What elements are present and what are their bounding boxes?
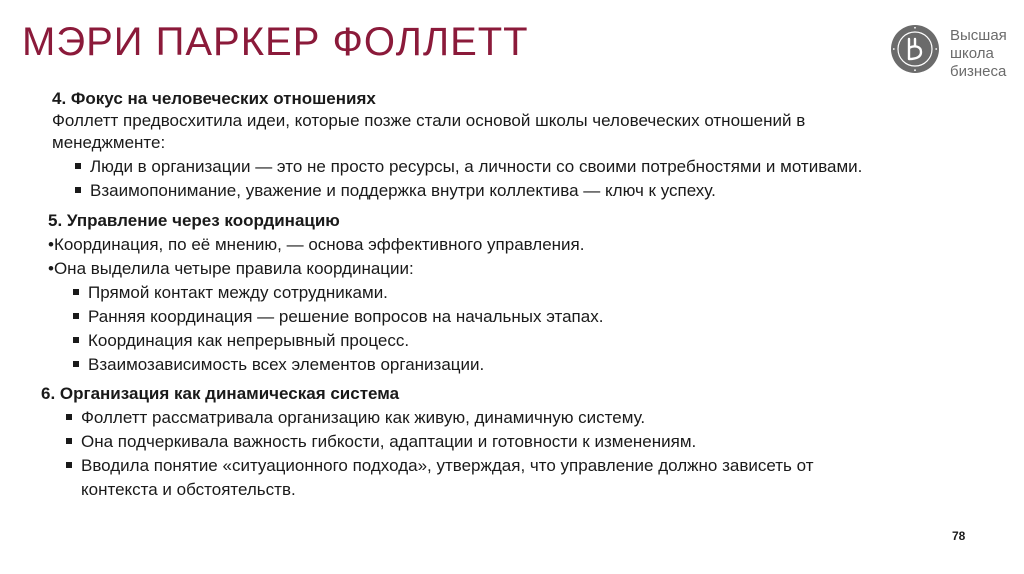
bullet-square-icon [73, 313, 79, 319]
bullet-text: Вводила понятие «ситуационного подхода», утверждая, что управление должно зависеть от [81, 456, 814, 475]
logo-text-line-2: школа [950, 45, 994, 62]
section-6-bullet [66, 430, 696, 454]
bullet-square-icon [73, 361, 79, 367]
section-6-heading: 6. Организация как динамическая система [41, 384, 400, 403]
bullet-text: Фоллетт рассматривала организацию как живую, динамичную систему. [81, 408, 646, 427]
hse-logo-icon [890, 24, 940, 74]
section-6-bullet [66, 406, 645, 430]
logo-text-line-3: бизнеса [950, 63, 1007, 80]
section-5-dot-item: •Координация, по её мнению, — основа эффективного управления. [48, 235, 585, 254]
section-4-bullet [75, 179, 716, 203]
section-5-bullet [73, 281, 388, 305]
bullet-square-icon [66, 462, 72, 468]
bullet-text: Прямой контакт между сотрудниками. [88, 283, 388, 302]
bullet-text: Координация как непрерывный процесс. [88, 331, 410, 350]
section-5-dot-item: •Она выделила четыре правила координации: [48, 259, 414, 278]
logo-text [950, 27, 1007, 81]
section-6-bullet-cont: контекста и обстоятельств. [81, 480, 296, 499]
section-4-intro: Фоллетт предвосхитила идеи, которые позже стали основой школы человеческих отношений в [52, 111, 806, 130]
section-4-intro-cont: менеджменте: [52, 133, 166, 152]
bullet-square-icon [75, 187, 81, 193]
logo-text-line-1: Высшая [950, 27, 1007, 44]
section-6-bullet [66, 454, 814, 478]
section-4-heading: 4. Фокус на человеческих отношениях [52, 89, 376, 108]
bullet-square-icon [73, 337, 79, 343]
section-5-heading: 5. Управление через координацию [48, 211, 340, 230]
section-5-bullet [73, 353, 484, 377]
slide-title: МЭРИ ПАРКЕР ФОЛЛЕТТ [22, 20, 529, 64]
section-5-bullet [73, 305, 603, 329]
bullet-square-icon [75, 163, 81, 169]
section-5-bullet [73, 329, 409, 353]
bullet-text: Взаимозависимость всех элементов организации. [88, 355, 485, 374]
bullet-text: Ранняя координация — решение вопросов на начальных этапах. [88, 307, 604, 326]
bullet-text: Она подчеркивала важность гибкости, адаптации и готовности к изменениям. [81, 432, 697, 451]
bullet-square-icon [66, 414, 72, 420]
hse-logo [890, 24, 1020, 80]
page-number: 78 [952, 529, 966, 543]
bullet-text: Взаимопонимание, уважение и поддержка внутри коллектива — ключ к успеху. [90, 181, 716, 200]
bullet-square-icon [66, 438, 72, 444]
bullet-text: Люди в организации — это не просто ресурсы, а личности со своими потребностями и мотивами. [90, 157, 863, 176]
section-4-bullet [75, 155, 862, 179]
bullet-square-icon [73, 289, 79, 295]
